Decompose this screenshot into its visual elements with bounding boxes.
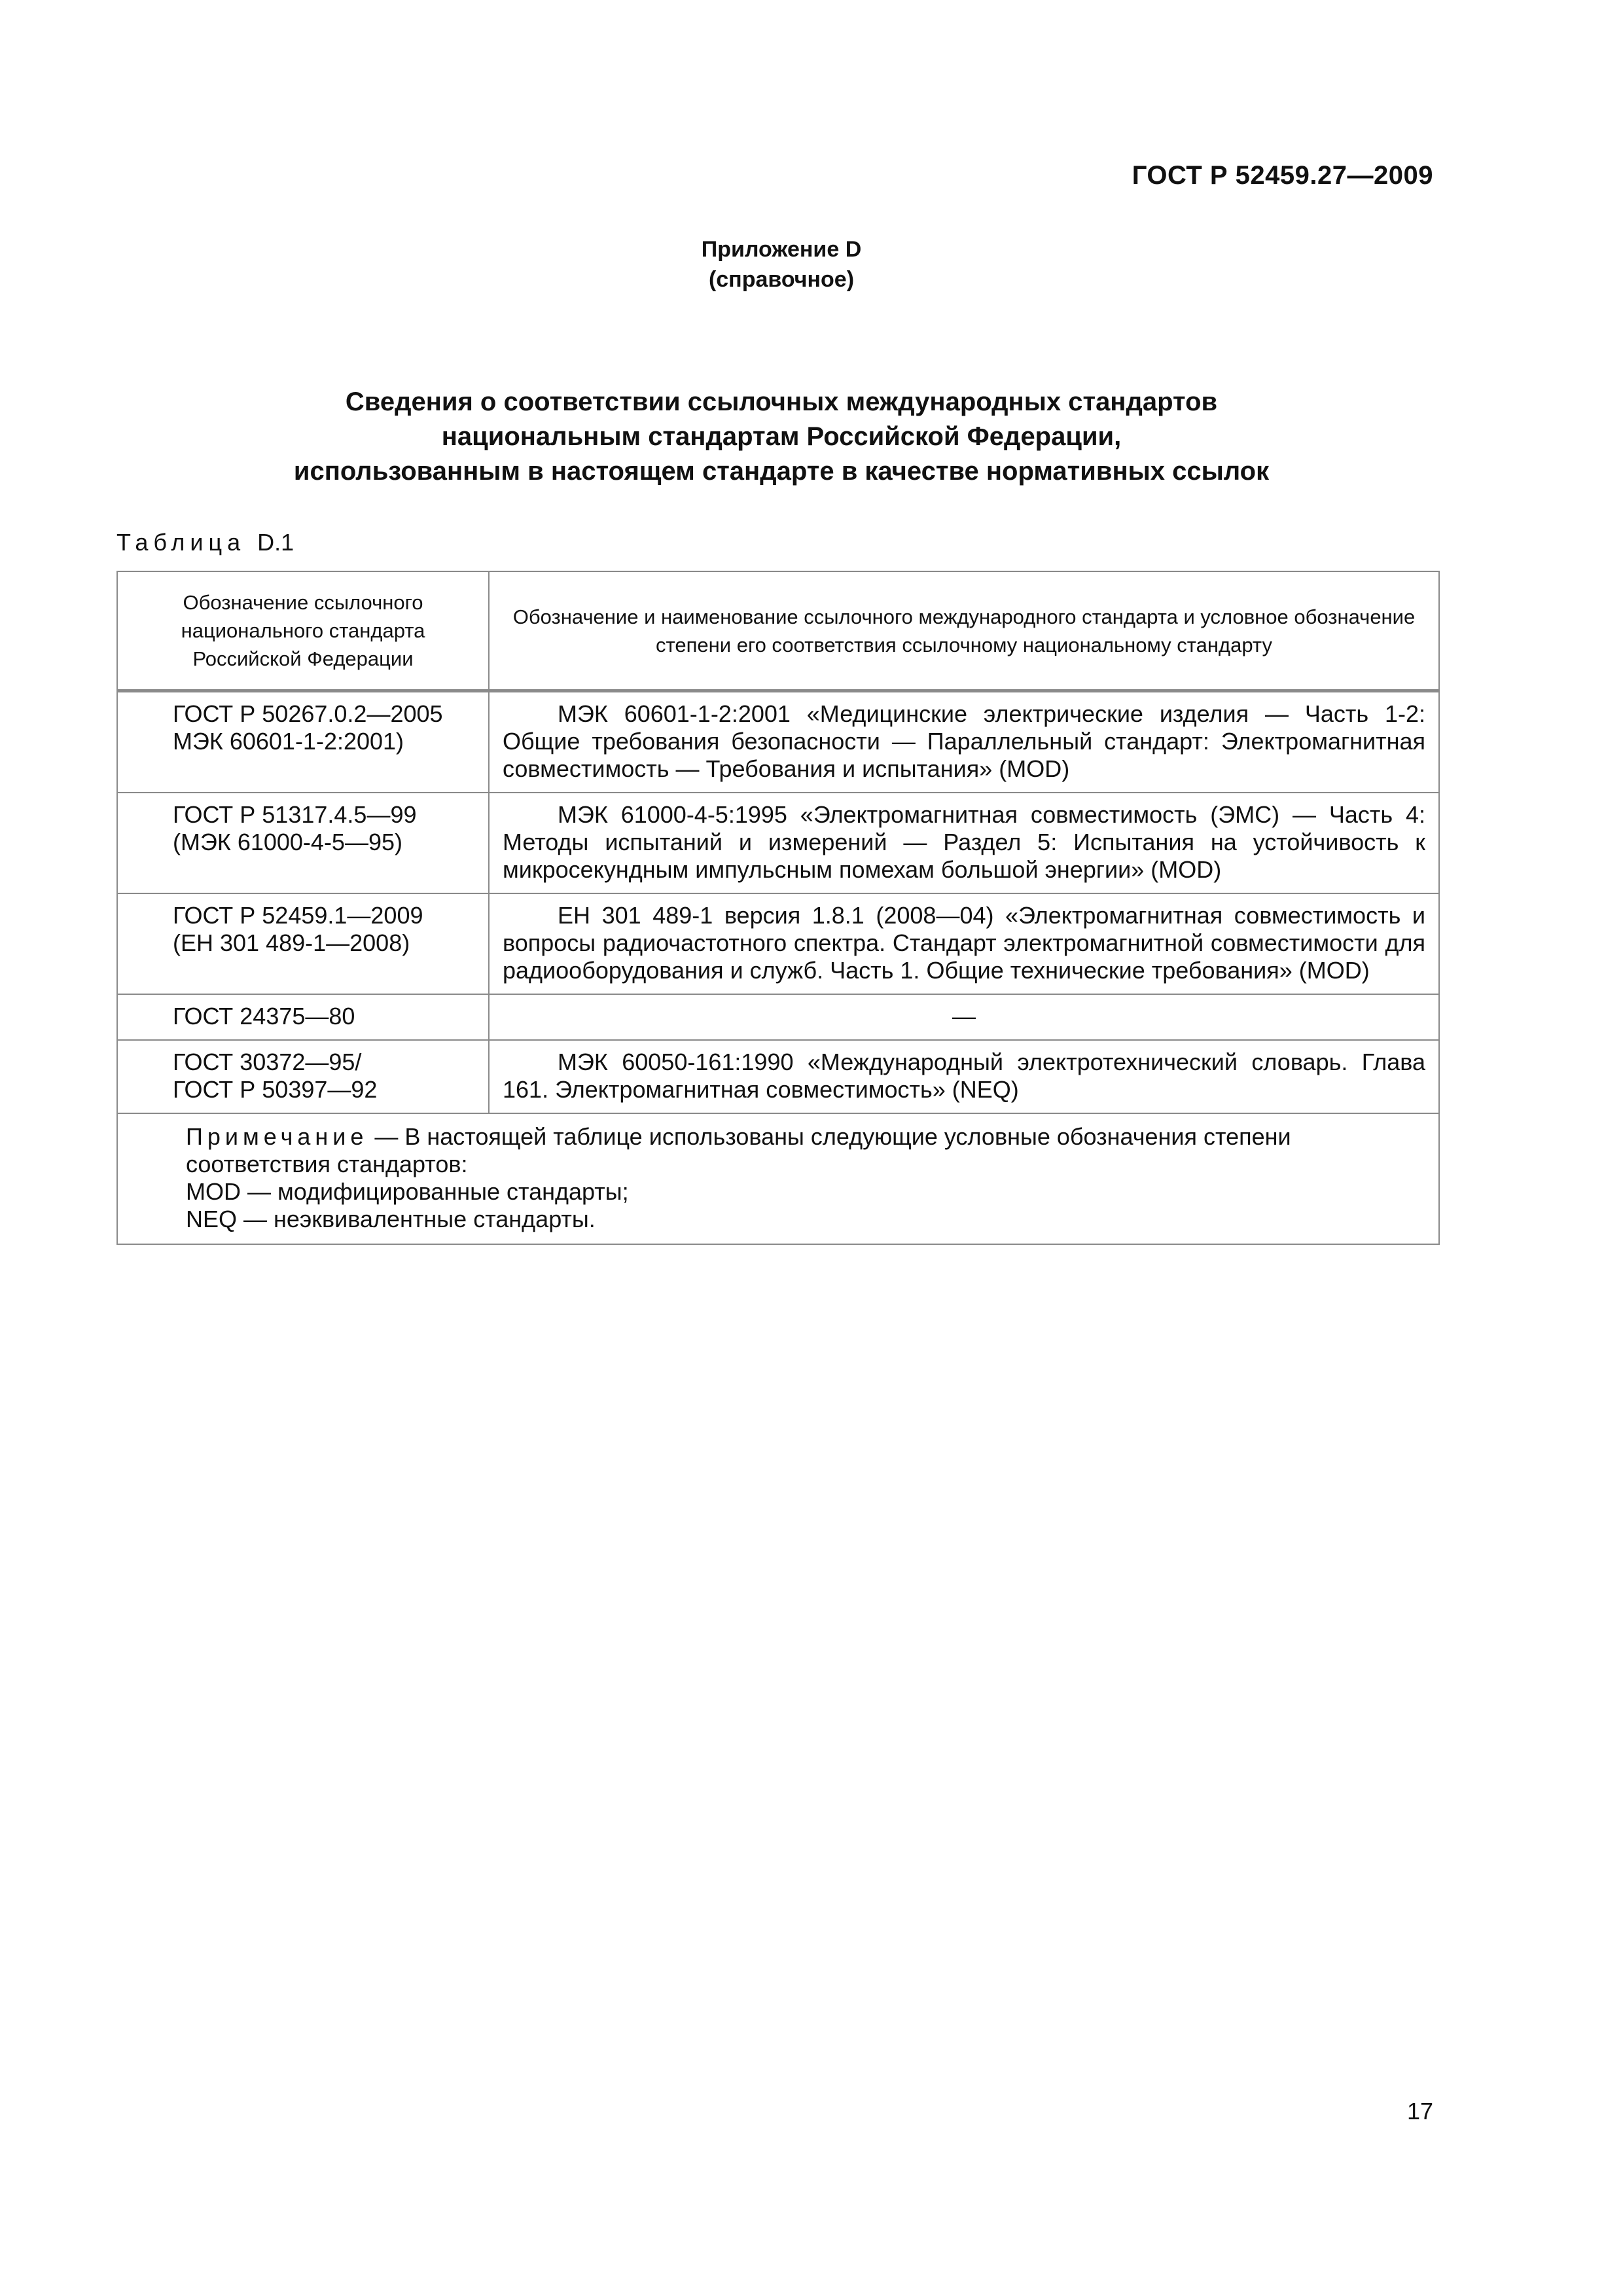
standard-code-line: ГОСТ 24375—80	[173, 1003, 355, 1030]
standard-code-line: ГОСТ 30372—95/	[173, 1049, 362, 1075]
national-standard-cell	[117, 994, 489, 1040]
note-item: NEQ — неэквивалентные стандарты.	[186, 1206, 596, 1232]
national-standard-cell	[117, 793, 489, 893]
note-label: Примечание	[186, 1123, 368, 1150]
international-standard-cell: ЕН 301 489-1 версия 1.8.1 (2008—04) «Электромагнитная совместимость и вопросы радиочастотного спектра. Стандарт электромагнитной совместимости для радиооборудования и служб. Часть 1. Общие технические требования» (MOD)	[489, 893, 1439, 994]
table-row	[117, 691, 1439, 793]
standard-code-line: ГОСТ Р 50267.0.2—2005	[173, 700, 443, 727]
page-number: 17	[1406, 2098, 1433, 2125]
section-title	[0, 385, 1563, 489]
international-standard-cell-empty: —	[489, 994, 1439, 1040]
section-title-line: национальным стандартам Российской Федерации,	[441, 422, 1122, 451]
table-row	[117, 793, 1439, 893]
note-text: — В настоящей таблице использованы следующие условные обозначения степени соответствия стандартов:	[186, 1123, 1291, 1177]
table-note	[117, 1113, 1439, 1244]
table-header-row	[117, 571, 1439, 691]
national-standard-cell	[117, 1040, 489, 1113]
table-note-row	[117, 1113, 1439, 1244]
standard-code-line: ГОСТ Р 50397—92	[173, 1076, 378, 1103]
appendix-subtitle: (справочное)	[708, 267, 855, 292]
note-intro	[131, 1123, 1425, 1178]
note-item: MOD — модифицированные стандарты;	[186, 1178, 629, 1205]
table-row	[117, 1040, 1439, 1113]
standard-code-line: МЭК 60601-1-2:2001)	[173, 728, 404, 755]
table-caption-number: D.1	[257, 529, 294, 556]
column-header-national-standard: Обозначение ссылочного национального стандарта Российской Федерации	[117, 571, 489, 691]
table-caption	[116, 529, 294, 556]
national-standard-cell	[117, 893, 489, 994]
international-standard-cell: МЭК 60601-1-2:2001 «Медицинские электрические изделия — Часть 1-2: Общие требования безопасности — Параллельный стандарт: Электромагнитная совместимость — Требования и испытания» (MOD)	[489, 691, 1439, 793]
standard-code-line: ГОСТ Р 51317.4.5—99	[173, 801, 417, 828]
standard-code-line: (МЭК 61000-4-5—95)	[173, 829, 402, 855]
standard-code-line: ГОСТ Р 52459.1—2009	[173, 902, 423, 929]
table-caption-word: Таблица	[116, 529, 246, 556]
table-row	[117, 893, 1439, 994]
column-header-international-standard: Обозначение и наименование ссылочного международного стандарта и условное обозначение степени его соответствия ссылочному национальному стандарту	[489, 571, 1439, 691]
standard-code-line: (ЕН 301 489-1—2008)	[173, 929, 410, 956]
international-standard-cell: МЭК 61000-4-5:1995 «Электромагнитная совместимость (ЭМС) — Часть 4: Методы испытаний и измерений — Раздел 5: Испытания на устойчивость к микросекундным импульсным помехам большой энергии» (MOD)	[489, 793, 1439, 893]
section-title-line: использованным в настоящем стандарте в качестве нормативных ссылок	[293, 457, 1270, 486]
international-standard-cell: МЭК 60050-161:1990 «Международный электротехнический словарь. Глава 161. Электромагнитная совместимость» (NEQ)	[489, 1040, 1439, 1113]
table-row	[117, 994, 1439, 1040]
standards-reference-table	[116, 571, 1440, 1245]
appendix-title: Приложение D	[701, 237, 862, 262]
appendix-heading	[0, 234, 1563, 295]
national-standard-cell	[117, 691, 489, 793]
section-title-line: Сведения о соответствии ссылочных международных стандартов	[345, 387, 1218, 416]
document-code-header: ГОСТ Р 52459.27—2009	[1132, 161, 1433, 190]
